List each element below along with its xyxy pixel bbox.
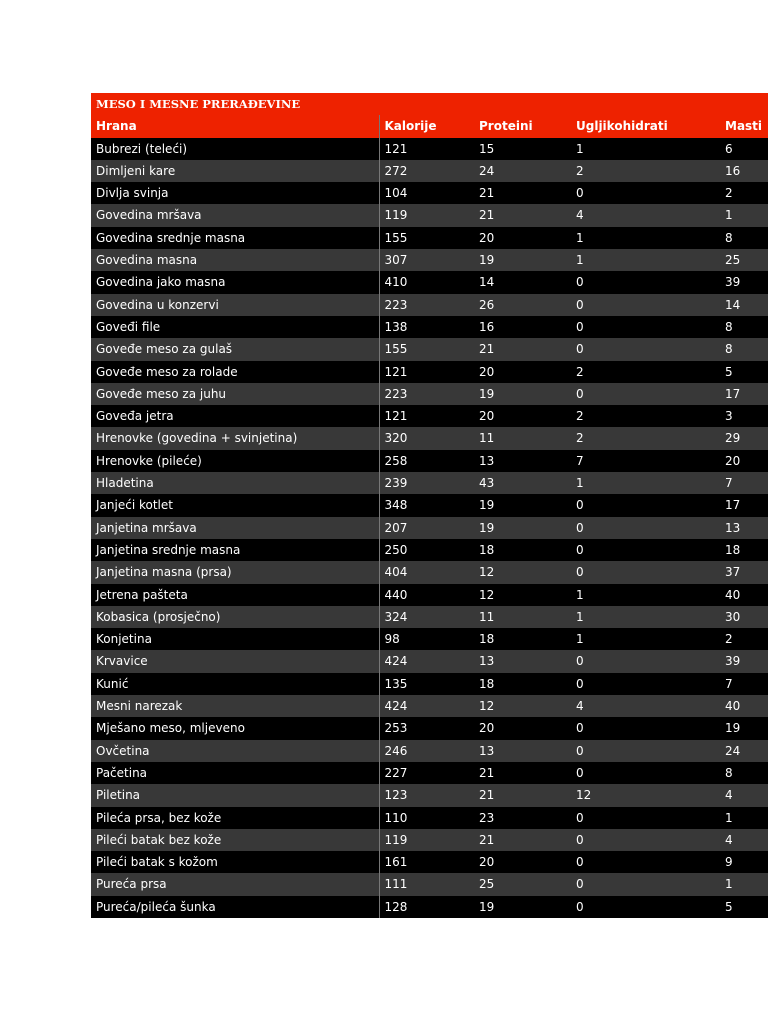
cell-proteins: 16 [479,319,495,334]
cell-proteins: 21 [479,832,495,847]
cell-proteins: 13 [479,654,495,669]
cell-fat: 30 [725,609,741,624]
cell-proteins: 19 [479,520,495,535]
cell-calories: 258 [379,450,474,472]
cell-food: Govedina u konzervi [96,297,219,312]
table-row [91,517,768,539]
cell-calories: 135 [379,673,474,695]
cell-food: Krvavice [96,654,148,669]
cell-fat: 7 [725,476,733,491]
cell-carbs: 2 [576,409,584,424]
cell-fat: 16 [725,163,741,178]
cell-food: Konjetina [96,632,152,647]
cell-carbs: 0 [576,743,584,758]
cell-calories: 119 [379,829,474,851]
cell-fat: 39 [725,654,741,669]
table-row [91,673,768,695]
cell-proteins: 12 [479,699,495,714]
cell-fat: 14 [725,297,741,312]
cell-carbs: 0 [576,386,584,401]
cell-carbs: 0 [576,186,584,201]
cell-food: Kobasica (prosječno) [96,609,221,624]
cell-fat: 39 [725,275,741,290]
table-row [91,762,768,784]
cell-proteins: 14 [479,275,495,290]
cell-fat: 6 [725,141,733,156]
cell-calories: 155 [379,227,474,249]
cell-carbs: 0 [576,676,584,691]
table-row [91,338,768,360]
cell-fat: 8 [725,230,733,245]
cell-calories: 207 [379,517,474,539]
cell-proteins: 26 [479,297,495,312]
cell-fat: 8 [725,342,733,357]
cell-fat: 25 [725,253,741,268]
cell-calories: 110 [379,807,474,829]
cell-food: Janjetina masna (prsa) [96,565,232,580]
table-title-row [91,93,768,115]
table-row [91,896,768,918]
cell-carbs: 2 [576,163,584,178]
cell-calories: 272 [379,160,474,182]
cell-fat: 1 [725,810,733,825]
table-body [91,138,768,918]
cell-proteins: 19 [479,899,495,914]
table-row [91,316,768,338]
cell-proteins: 21 [479,788,495,803]
cell-carbs: 0 [576,275,584,290]
cell-fat: 8 [725,319,733,334]
cell-proteins: 20 [479,364,495,379]
cell-fat: 18 [725,542,741,557]
cell-fat: 13 [725,520,741,535]
cell-proteins: 20 [479,855,495,870]
table-row [91,271,768,293]
cell-proteins: 13 [479,743,495,758]
cell-fat: 37 [725,565,741,580]
table-row [91,405,768,427]
table-row [91,584,768,606]
cell-calories: 104 [379,182,474,204]
cell-proteins: 18 [479,676,495,691]
cell-carbs: 0 [576,297,584,312]
cell-food: Pileći batak s kožom [96,855,218,870]
cell-proteins: 12 [479,587,495,602]
cell-fat: 40 [725,699,741,714]
cell-fat: 8 [725,765,733,780]
table-row [91,182,768,204]
cell-calories: 119 [379,204,474,226]
cell-fat: 40 [725,587,741,602]
cell-calories: 123 [379,784,474,806]
column-header-food: Hrana [96,119,137,134]
cell-calories: 121 [379,138,474,160]
table-row [91,807,768,829]
cell-calories: 424 [379,695,474,717]
cell-food: Hrenovke (govedina + svinjetina) [96,431,298,446]
cell-food: Kunić [96,676,129,691]
table-row [91,204,768,226]
cell-food: Pačetina [96,765,148,780]
cell-proteins: 18 [479,542,495,557]
cell-calories: 138 [379,316,474,338]
cell-fat: 5 [725,899,733,914]
column-header-proteins: Proteini [479,119,533,134]
cell-food: Goveđa jetra [96,409,174,424]
cell-fat: 2 [725,186,733,201]
cell-calories: 253 [379,717,474,739]
cell-carbs: 2 [576,431,584,446]
table-row [91,227,768,249]
cell-food: Goveđi file [96,319,161,334]
cell-food: Jetrena pašteta [96,587,188,602]
cell-proteins: 43 [479,476,495,491]
cell-calories: 98 [379,628,474,650]
cell-carbs: 1 [576,632,584,647]
cell-carbs: 0 [576,654,584,669]
cell-food: Pureća prsa [96,877,167,892]
cell-carbs: 0 [576,319,584,334]
cell-food: Goveđe meso za gulaš [96,342,233,357]
cell-carbs: 1 [576,609,584,624]
cell-fat: 17 [725,386,741,401]
cell-calories: 424 [379,650,474,672]
nutrition-table [91,93,768,918]
table-row [91,829,768,851]
cell-food: Pileći batak bez kože [96,832,222,847]
cell-calories: 348 [379,494,474,516]
cell-proteins: 21 [479,208,495,223]
cell-food: Hrenovke (pileće) [96,453,202,468]
cell-calories: 250 [379,539,474,561]
cell-proteins: 19 [479,386,495,401]
table-row [91,472,768,494]
cell-proteins: 21 [479,342,495,357]
cell-calories: 161 [379,851,474,873]
cell-fat: 4 [725,832,733,847]
table-row [91,494,768,516]
cell-food: Pileća prsa, bez kože [96,810,222,825]
table-row [91,294,768,316]
cell-calories: 121 [379,361,474,383]
cell-food: Bubrezi (teleći) [96,141,188,156]
table-row [91,606,768,628]
cell-fat: 3 [725,409,733,424]
cell-proteins: 12 [479,565,495,580]
cell-proteins: 23 [479,810,495,825]
cell-proteins: 19 [479,253,495,268]
column-header-carbs: Ugljikohidrati [576,119,668,134]
cell-food: Divlja svinja [96,186,169,201]
cell-fat: 2 [725,632,733,647]
cell-carbs: 0 [576,498,584,513]
cell-food: Govedina jako masna [96,275,226,290]
cell-carbs: 2 [576,364,584,379]
table-row [91,873,768,895]
cell-calories: 121 [379,405,474,427]
cell-food: Janjetina mršava [96,520,197,535]
cell-carbs: 0 [576,542,584,557]
cell-carbs: 4 [576,699,584,714]
cell-carbs: 1 [576,141,584,156]
cell-proteins: 11 [479,431,495,446]
cell-carbs: 4 [576,208,584,223]
cell-fat: 19 [725,721,741,736]
cell-calories: 223 [379,383,474,405]
cell-carbs: 1 [576,476,584,491]
cell-fat: 5 [725,364,733,379]
table-row [91,361,768,383]
cell-proteins: 15 [479,141,495,156]
cell-food: Janjetina srednje masna [96,542,241,557]
cell-food: Pureća/pileća šunka [96,899,216,914]
cell-proteins: 21 [479,186,495,201]
table-row [91,427,768,449]
cell-fat: 17 [725,498,741,513]
cell-calories: 307 [379,249,474,271]
cell-carbs: 7 [576,453,584,468]
table-row [91,695,768,717]
cell-carbs: 1 [576,253,584,268]
cell-calories: 223 [379,294,474,316]
cell-proteins: 20 [479,409,495,424]
cell-calories: 320 [379,427,474,449]
cell-fat: 24 [725,743,741,758]
cell-food: Mješano meso, mljeveno [96,721,245,736]
cell-food: Goveđe meso za juhu [96,386,227,401]
cell-food: Govedina masna [96,253,198,268]
cell-carbs: 0 [576,565,584,580]
cell-fat: 9 [725,855,733,870]
cell-food: Piletina [96,788,141,803]
cell-calories: 111 [379,873,474,895]
cell-food: Goveđe meso za rolade [96,364,238,379]
cell-fat: 1 [725,877,733,892]
table-row [91,784,768,806]
cell-calories: 324 [379,606,474,628]
table-row [91,249,768,271]
cell-calories: 440 [379,584,474,606]
cell-fat: 1 [725,208,733,223]
column-header-calories: Kalorije [379,115,474,137]
table-row [91,383,768,405]
cell-carbs: 1 [576,230,584,245]
cell-proteins: 20 [479,721,495,736]
cell-food: Govedina mršava [96,208,202,223]
cell-carbs: 0 [576,810,584,825]
cell-carbs: 0 [576,832,584,847]
cell-calories: 239 [379,472,474,494]
cell-carbs: 0 [576,765,584,780]
table-header-row [91,115,768,137]
cell-proteins: 24 [479,163,495,178]
cell-fat: 4 [725,788,733,803]
cell-proteins: 13 [479,453,495,468]
cell-proteins: 21 [479,765,495,780]
cell-proteins: 18 [479,632,495,647]
cell-proteins: 19 [479,498,495,513]
cell-carbs: 0 [576,520,584,535]
cell-fat: 20 [725,453,741,468]
cell-fat: 7 [725,676,733,691]
table-row [91,650,768,672]
cell-food: Dimljeni kare [96,163,176,178]
cell-food: Janjeći kotlet [96,498,173,513]
table-row [91,717,768,739]
cell-carbs: 0 [576,342,584,357]
table-row [91,160,768,182]
cell-carbs: 0 [576,855,584,870]
table-row [91,628,768,650]
cell-proteins: 25 [479,877,495,892]
table-row [91,851,768,873]
cell-calories: 246 [379,740,474,762]
cell-food: Hladetina [96,476,154,491]
cell-calories: 128 [379,896,474,918]
cell-carbs: 0 [576,877,584,892]
table-row [91,740,768,762]
cell-carbs: 0 [576,721,584,736]
column-header-fat: Masti [725,119,763,134]
cell-carbs: 12 [576,788,592,803]
cell-carbs: 0 [576,899,584,914]
cell-calories: 404 [379,561,474,583]
cell-fat: 29 [725,431,741,446]
cell-calories: 155 [379,338,474,360]
cell-calories: 227 [379,762,474,784]
table-row [91,539,768,561]
cell-food: Govedina srednje masna [96,230,246,245]
table-row [91,450,768,472]
cell-food: Mesni narezak [96,699,183,714]
cell-proteins: 11 [479,609,495,624]
cell-proteins: 20 [479,230,495,245]
table-row [91,138,768,160]
table-title: MESO I MESNE PRERAĐEVINE [96,97,301,111]
table-row [91,561,768,583]
cell-calories: 410 [379,271,474,293]
cell-food: Ovčetina [96,743,150,758]
cell-carbs: 1 [576,587,584,602]
